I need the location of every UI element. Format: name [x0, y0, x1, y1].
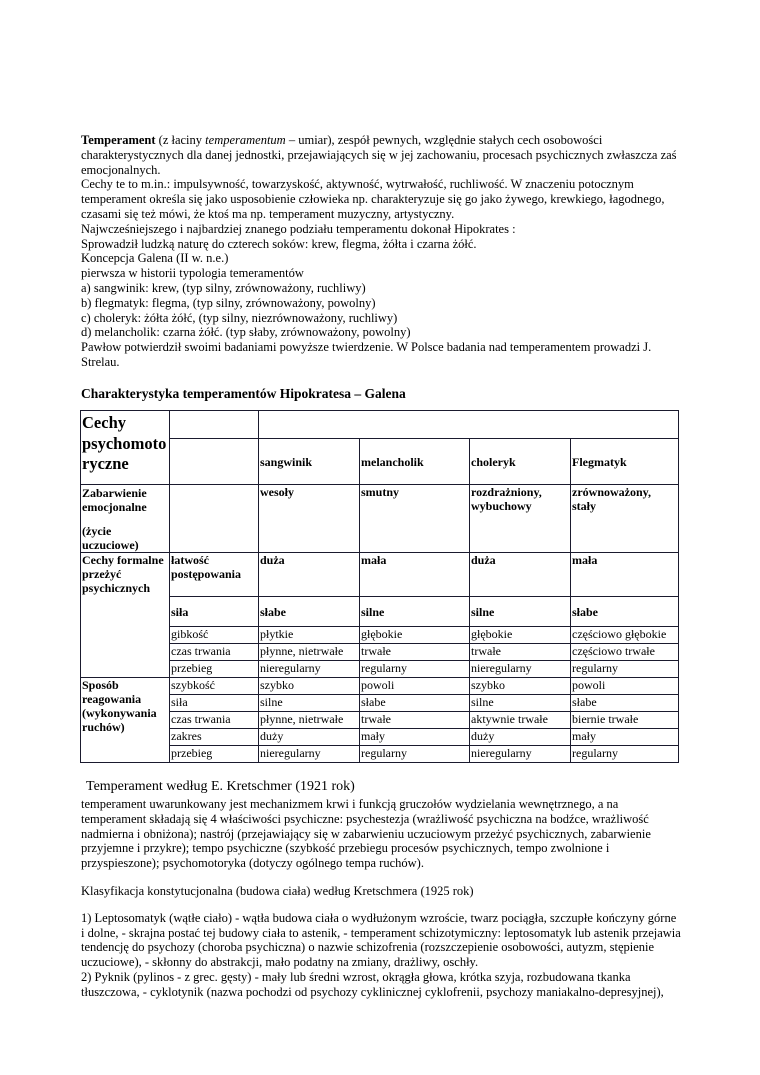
kretschmer-section — [81, 779, 681, 1000]
table-title: Charakterystyka temperamentów Hipokratesa – Galena — [81, 386, 406, 401]
intro-line: b) flegmatyk: flegma, (typ silny, zrównoważony, powolny) — [81, 295, 376, 310]
table-cell: silne — [360, 597, 470, 627]
formal-label: Cechy formalne przeżyć psychicznych — [81, 553, 170, 678]
traits-paragraph: Cechy te to m.in.: impulsywność, towarzyskość, aktywność, wytrwałość, ruchliwość. W znaczeniu potocznym temperament określa się jako usposobienie człowieka np. charakteryzuje się go jako żywego, krewkiego, łagodnego, czasami się też mówi, że ktoś ma np. temperament muzyczny, artystyczny. — [81, 177, 665, 221]
intro-line: Pawłow potwierdził swoimi badaniami powyższe twierdzenie. W Polsce badania nad temperamentem prowadzi J. Strelau. — [81, 340, 652, 369]
table-cell: płytkie — [259, 627, 360, 644]
table-cell: trwałe — [470, 644, 571, 661]
table-cell: silne — [259, 695, 360, 712]
table-cell: mała — [360, 553, 470, 597]
table-cell: biernie trwałe — [571, 712, 679, 729]
table-cell: szybko — [259, 678, 360, 695]
table-cell-empty — [259, 411, 679, 439]
table-cell: częściowo głębokie — [571, 627, 679, 644]
table-cell: powoli — [571, 678, 679, 695]
intro-line: d) melancholik: czarna żółć. (typ słaby, zrównoważony, powolny) — [81, 325, 411, 340]
table-cell: płynne, nietrwałe — [259, 712, 360, 729]
table-cell-empty — [170, 411, 259, 439]
table-cell: smutny — [360, 485, 470, 553]
intro-line: Sprowadził ludzką naturę do czterech soków: krew, flegma, żółta i czarna żółć. — [81, 236, 477, 251]
row-label: siła — [170, 695, 259, 712]
table-cell: słabe — [571, 695, 679, 712]
type-header: melancholik — [360, 439, 470, 485]
row-label: łatwość postępowania — [170, 553, 259, 597]
table-cell: duży — [470, 729, 571, 746]
table-cell: mały — [571, 729, 679, 746]
table-cell-empty — [170, 485, 259, 553]
kretschmer-paragraph: temperament uwarunkowany jest mechanizmem krwi i funkcją gruczołów wydzielania wewnętrznego, a na temperament składają się 4 właściwości psychiczne: psychestezja (wrażliwość psychiczna na bodźce, wrażliwość nadmierna i obniżona); nastrój (przejawiający się w zabarwieniu uczuciowym przeżyć psychicznych, zabarwienie przyjemne i przykre); tempo psychiczne (szybkość przebiegu procesów psychicznych, tempo zwolnione i przyspieszone); psychomotoryka (dotyczy ogólnego tempa ruchów). — [81, 797, 651, 871]
type-header: sangwinik — [259, 439, 360, 485]
type-header: choleryk — [470, 439, 571, 485]
table-cell: regularny — [571, 661, 679, 678]
leptosomatyk-paragraph: 1) Leptosomatyk (wątłe ciało) - wątła budowa ciała o wydłużonym wzroście, twarz pociągła, szczupłe kończyny górne i dolne, - skrajna postać tej budowy ciała to astenik, - temperament schizotymiczny: leptosomatyk lub astenik przejawia tendencję do psychozy (choroba psychiczna) o nazwie schizofrenia (rozszczepienie osobowości, autyzm, stępienie uczuciowe), - skłonny do abstrakcji, mało podatny na zmiany, drażliwy, oschły. — [81, 910, 681, 970]
table-cell: słabe — [360, 695, 470, 712]
intro-line: Najwcześniejszego i najbardziej znanego podziału temperamentu dokonał Hipokrates : — [81, 221, 516, 236]
table-cell: duża — [259, 553, 360, 597]
table-cell: rozdrażniony, wybuchowy — [470, 485, 571, 553]
table-cell: mała — [571, 553, 679, 597]
table-cell: głębokie — [360, 627, 470, 644]
row-label: czas trwania — [170, 712, 259, 729]
table-cell: trwałe — [360, 712, 470, 729]
type-header: Flegmatyk — [571, 439, 679, 485]
table-cell: nieregularny — [470, 746, 571, 763]
table-cell: silne — [470, 597, 571, 627]
table-cell: słabe — [571, 597, 679, 627]
temperament-table — [80, 410, 679, 763]
table-cell: nieregularny — [470, 661, 571, 678]
table-cell: regularny — [360, 746, 470, 763]
table-cell: regularny — [360, 661, 470, 678]
table-cell: regularny — [571, 746, 679, 763]
row-label: przebieg — [170, 746, 259, 763]
row-label: zakres — [170, 729, 259, 746]
row-label: czas trwania — [170, 644, 259, 661]
table-cell: mały — [360, 729, 470, 746]
row-label: przebieg — [170, 661, 259, 678]
table-cell: szybko — [470, 678, 571, 695]
intro-line: c) choleryk: żółta żółć, (typ silny, niezrównoważony, ruchliwy) — [81, 310, 398, 325]
table-cell: częściowo trwałe — [571, 644, 679, 661]
row-label: szybkość — [170, 678, 259, 695]
row-label: siła — [170, 597, 259, 627]
kretschmer-title: Temperament według E. Kretschmer (1921 rok) — [86, 779, 355, 794]
intro-section — [81, 133, 681, 370]
intro-paragraph: Temperament (z łaciny temperamentum – umiar), zespół pewnych, względnie stałych cech osobowości charakterystycznych dla danej jednostki, przejawiających się w jej zachowaniu, procesach psychicznych zwłaszcza zaś emocjonalnych. — [81, 133, 677, 177]
row-label: gibkość — [170, 627, 259, 644]
table-cell: słabe — [259, 597, 360, 627]
pyknik-paragraph: 2) Pyknik (pylinos - z grec. gęsty) - mały lub średni wzrost, okrągła głowa, krótka szyja, rozbudowana tkanka tłuszczowa, - cyklotynik (nazwa pochodzi od psychozy cyklinicznej cyklofrenii, psychozy maniakalno-depresyjnej), — [81, 969, 664, 999]
classification-heading: Klasyfikacja konstytucjonalna (budowa ciała) według Kretschmera (1925 rok) — [81, 883, 474, 898]
table-cell: trwałe — [360, 644, 470, 661]
table-cell-empty — [170, 439, 259, 485]
table-cell: nieregularny — [259, 661, 360, 678]
table-cell: aktywnie trwałe — [470, 712, 571, 729]
intro-line: pierwsza w historii typologia temeramentów — [81, 266, 304, 281]
table-cell: zrównoważony, stały — [571, 485, 679, 553]
table-corner-header: Cechy psychomoto ryczne — [81, 411, 170, 485]
movement-label: Sposób reagowania (wykonywania ruchów) — [81, 678, 170, 763]
table-cell: nieregularny — [259, 746, 360, 763]
intro-line: Koncepcja Galena (II w. n.e.) — [81, 251, 229, 266]
table-cell: duży — [259, 729, 360, 746]
table-cell: płynne, nietrwałe — [259, 644, 360, 661]
emotional-label: Zabarwienie emocjonalne (życie uczuciowe) — [81, 485, 170, 553]
table-cell: wesoły — [259, 485, 360, 553]
intro-line: a) sangwinik: krew, (typ silny, zrównoważony, ruchliwy) — [81, 280, 366, 295]
latin-term: temperamentum — [205, 133, 286, 147]
table-cell: duża — [470, 553, 571, 597]
term-temperament: Temperament — [81, 133, 156, 147]
table-cell: powoli — [360, 678, 470, 695]
table-cell: głębokie — [470, 627, 571, 644]
table-cell: silne — [470, 695, 571, 712]
